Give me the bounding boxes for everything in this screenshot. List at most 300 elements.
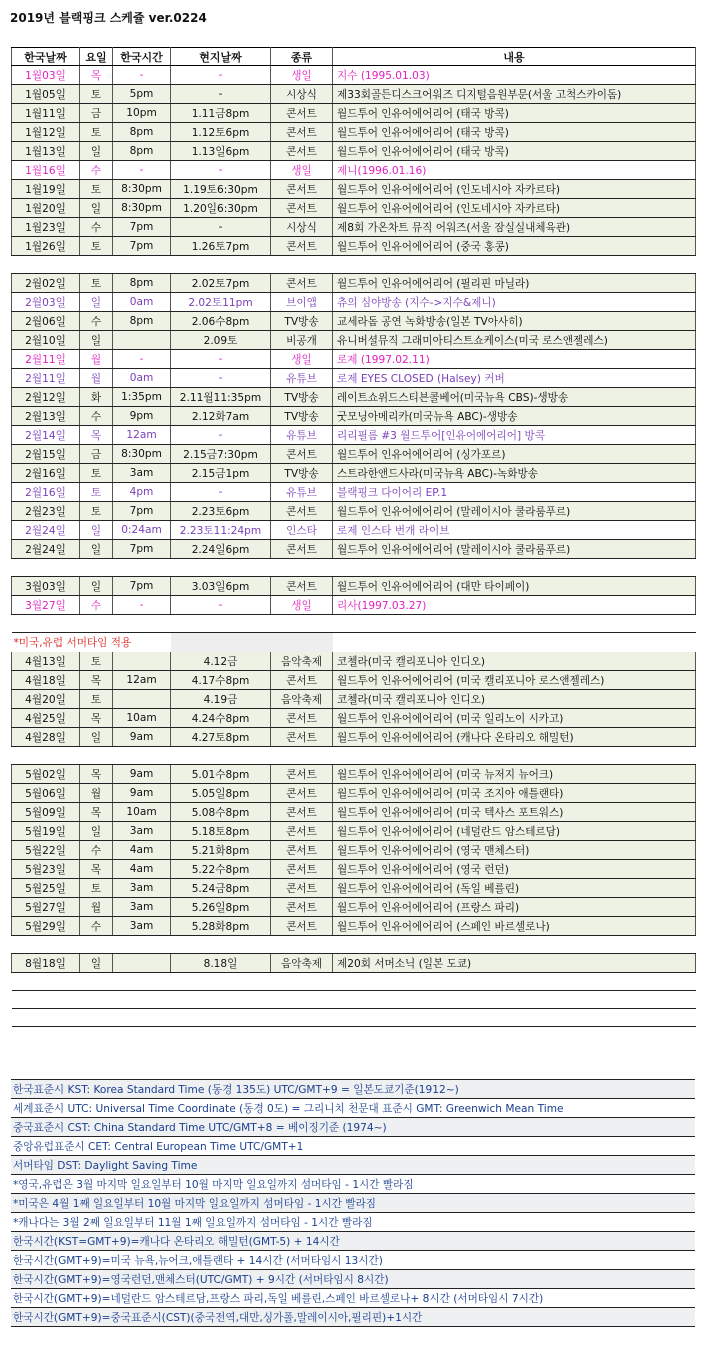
schedule-row: [12, 464, 696, 483]
date-cell: 3월03일: [12, 577, 80, 596]
column-header: 현지날짜: [171, 48, 271, 66]
kst-time-cell: -: [113, 596, 171, 615]
local-date-cell: 2.15금1pm: [171, 464, 271, 483]
spacer-row: [12, 615, 696, 633]
weekday-cell: 토: [80, 85, 113, 104]
content-cell: 월드투어 인유어에어리어 (말레이시아 쿨라룸푸르): [333, 540, 696, 559]
schedule-row: [12, 784, 696, 803]
kst-time-cell: 12am: [113, 426, 171, 445]
content-cell: 월드투어 인유어에어리어 (영국 맨체스터): [333, 841, 696, 860]
local-date-cell: 5.24금8pm: [171, 879, 271, 898]
type-cell: 콘서트: [271, 898, 333, 917]
weekday-cell: 토: [80, 274, 113, 293]
local-date-cell: 1.11금8pm: [171, 104, 271, 123]
type-cell: 유튜브: [271, 483, 333, 502]
date-cell: 5월27일: [12, 898, 80, 917]
schedule-row: [12, 407, 696, 426]
weekday-cell: 수: [80, 218, 113, 237]
local-date-cell: 4.27토8pm: [171, 728, 271, 747]
type-cell: 콘서트: [271, 274, 333, 293]
date-cell: 1월11일: [12, 104, 80, 123]
spacer-cell: [12, 747, 696, 765]
kst-time-cell: 8pm: [113, 123, 171, 142]
schedule-row: [12, 483, 696, 502]
type-cell: TV방송: [271, 312, 333, 331]
schedule-row: [12, 671, 696, 690]
weekday-cell: 목: [80, 709, 113, 728]
date-cell: 2월11일: [12, 369, 80, 388]
kst-time-cell: 3am: [113, 879, 171, 898]
date-cell: 1월20일: [12, 199, 80, 218]
type-cell: 콘서트: [271, 445, 333, 464]
schedule-row: [12, 954, 696, 973]
weekday-cell: 수: [80, 596, 113, 615]
local-date-cell: -: [171, 426, 271, 445]
type-cell: 인스타: [271, 521, 333, 540]
local-date-cell: 2.09토: [171, 331, 271, 350]
note-empty-cell: [333, 633, 696, 653]
weekday-cell: 토: [80, 879, 113, 898]
kst-time-cell: -: [113, 161, 171, 180]
content-cell: 스트라한앤드사라(미국뉴욕 ABC)-녹화방송: [333, 464, 696, 483]
kst-time-cell: 9am: [113, 765, 171, 784]
weekday-cell: 금: [80, 104, 113, 123]
spacer-row: [12, 559, 696, 577]
note-row: [11, 1118, 695, 1137]
content-cell: 코첼라(미국 캘리포니아 인디오): [333, 652, 696, 671]
spacer-cell: [12, 615, 696, 633]
local-date-cell: 1.13일6pm: [171, 142, 271, 161]
empty-cell: [12, 991, 696, 1009]
type-cell: 콘서트: [271, 199, 333, 218]
weekday-cell: 일: [80, 331, 113, 350]
date-cell: 5월25일: [12, 879, 80, 898]
local-date-cell: -: [171, 218, 271, 237]
schedule-row: [12, 502, 696, 521]
local-date-cell: 1.20일6:30pm: [171, 199, 271, 218]
local-date-cell: -: [171, 369, 271, 388]
local-date-cell: -: [171, 483, 271, 502]
note-row: [11, 1232, 695, 1251]
local-date-cell: 5.05일8pm: [171, 784, 271, 803]
schedule-row: [12, 652, 696, 671]
date-cell: 4월13일: [12, 652, 80, 671]
content-cell: 월드투어 인유어에어리어 (미국 텍사스 포트워스): [333, 803, 696, 822]
type-cell: 음악축제: [271, 954, 333, 973]
timezone-notes: [11, 1079, 695, 1327]
kst-time-cell: 7pm: [113, 218, 171, 237]
note-text: 한국시간(KST=GMT+9)=캐나다 온타리오 해밀턴(GMT-5) + 14시간: [11, 1232, 695, 1251]
weekday-cell: 목: [80, 803, 113, 822]
page-title: 2019년 블랙핑크 스케쥴 ver.0224: [10, 11, 207, 25]
schedule-row: [12, 293, 696, 312]
local-date-cell: 5.26일8pm: [171, 898, 271, 917]
schedule-row: [12, 728, 696, 747]
local-date-cell: 3.03일6pm: [171, 577, 271, 596]
spacer-row: [12, 747, 696, 765]
local-date-cell: 2.23토6pm: [171, 502, 271, 521]
local-date-cell: -: [171, 350, 271, 369]
content-cell: 굿모닝아메리카(미국뉴욕 ABC)-생방송: [333, 407, 696, 426]
local-date-cell: 4.19금: [171, 690, 271, 709]
spacer-cell: [12, 559, 696, 577]
date-cell: 4월18일: [12, 671, 80, 690]
kst-time-cell: 10pm: [113, 104, 171, 123]
note-fill-cell: [171, 633, 271, 653]
kst-time-cell: 3am: [113, 464, 171, 483]
content-cell: 츄의 심야방송 (지수->지수&제니): [333, 293, 696, 312]
content-cell: 월드투어 인유어에어리어 (필리핀 마닐라): [333, 274, 696, 293]
kst-time-cell: 8:30pm: [113, 199, 171, 218]
date-cell: 1월23일: [12, 218, 80, 237]
content-cell: 제니(1996.01.16): [333, 161, 696, 180]
weekday-cell: 목: [80, 765, 113, 784]
content-cell: 월드투어 인유어에어리어 (네덜란드 암스테르담): [333, 822, 696, 841]
schedule-row: [12, 577, 696, 596]
type-cell: 음악축제: [271, 652, 333, 671]
note-row: [11, 1080, 695, 1099]
type-cell: 콘서트: [271, 765, 333, 784]
schedule-row: [12, 388, 696, 407]
weekday-cell: 토: [80, 237, 113, 256]
local-date-cell: 5.22수8pm: [171, 860, 271, 879]
content-cell: 월드투어 인유어에어리어 (태국 방콕): [333, 123, 696, 142]
schedule-row: [12, 123, 696, 142]
weekday-cell: 일: [80, 293, 113, 312]
content-cell: 유니버셜뮤직 그래미아티스트쇼케이스(미국 로스앤젤레스): [333, 331, 696, 350]
content-cell: 월드투어 인유어에어리어 (싱가포르): [333, 445, 696, 464]
local-date-cell: -: [171, 85, 271, 104]
kst-time-cell: 8pm: [113, 312, 171, 331]
content-cell: 월드투어 인유어에어리어 (영국 런던): [333, 860, 696, 879]
weekday-cell: 일: [80, 199, 113, 218]
schedule-row: [12, 274, 696, 293]
local-date-cell: 2.02토7pm: [171, 274, 271, 293]
weekday-cell: 일: [80, 954, 113, 973]
kst-time-cell: 10am: [113, 709, 171, 728]
schedule-row: [12, 841, 696, 860]
content-cell: 월드투어 인유어에어리어 (말레이시아 쿨라룸푸르): [333, 502, 696, 521]
kst-time-cell: 5pm: [113, 85, 171, 104]
note-text: *캐나다는 3월 2째 일요일부터 11월 1째 일요일까지 섬머타임 - 1시간 빨라짐: [11, 1213, 695, 1232]
type-cell: 음악축제: [271, 690, 333, 709]
content-cell: 월드투어 인유어에어리어 (미국 캘리포니아 로스앤젤레스): [333, 671, 696, 690]
type-cell: 콘서트: [271, 822, 333, 841]
schedule-row: [12, 596, 696, 615]
local-date-cell: 2.23토11:24pm: [171, 521, 271, 540]
content-cell: 월드투어 인유어에어리어 (태국 방콕): [333, 142, 696, 161]
kst-time-cell: -: [113, 66, 171, 85]
schedule-row: [12, 312, 696, 331]
kst-time-cell: [113, 690, 171, 709]
content-cell: 코첼라(미국 캘리포니아 인디오): [333, 690, 696, 709]
schedule-row: [12, 66, 696, 85]
type-cell: 콘서트: [271, 142, 333, 161]
date-cell: 5월06일: [12, 784, 80, 803]
spacer-cell: [12, 936, 696, 954]
type-cell: 콘서트: [271, 123, 333, 142]
content-cell: 월드투어 인유어에어리어 (캐나다 온타리오 해밀턴): [333, 728, 696, 747]
type-cell: 콘서트: [271, 879, 333, 898]
local-date-cell: -: [171, 596, 271, 615]
content-cell: 월드투어 인유어에어리어 (인도네시아 자카르타): [333, 199, 696, 218]
note-text: 한국시간(GMT+9)=중국표준시(CST)(중국전역,대만,싱가폴,말레이시아,필리핀)+1시간: [11, 1308, 695, 1327]
content-cell: 월드투어 인유어에어리어 (중국 홍콩): [333, 237, 696, 256]
local-date-cell: 2.06수8pm: [171, 312, 271, 331]
weekday-cell: 일: [80, 521, 113, 540]
schedule-row: [12, 350, 696, 369]
date-cell: 1월26일: [12, 237, 80, 256]
note-fill-cell: [271, 633, 333, 653]
content-cell: 리사(1997.03.27): [333, 596, 696, 615]
content-cell: 교세라돔 공연 녹화방송(일본 TV아사히): [333, 312, 696, 331]
type-cell: 콘서트: [271, 860, 333, 879]
weekday-cell: 수: [80, 841, 113, 860]
weekday-cell: 일: [80, 728, 113, 747]
type-cell: 비공개: [271, 331, 333, 350]
note-row: [11, 1156, 695, 1175]
column-header: 한국날짜: [12, 48, 80, 66]
weekday-cell: 금: [80, 445, 113, 464]
weekday-cell: 토: [80, 690, 113, 709]
spacer-row: [12, 936, 696, 954]
note-text: 중앙유럽표준시 CET: Central European Time UTC/GMT+1: [11, 1137, 695, 1156]
kst-time-cell: 3am: [113, 917, 171, 936]
weekday-cell: 토: [80, 464, 113, 483]
kst-time-cell: 9am: [113, 784, 171, 803]
schedule-row: [12, 445, 696, 464]
type-cell: 시상식: [271, 218, 333, 237]
note-row: [11, 1270, 695, 1289]
type-cell: 콘서트: [271, 502, 333, 521]
schedule-row: [12, 521, 696, 540]
date-cell: 5월02일: [12, 765, 80, 784]
content-cell: 지수 (1995.01.03): [333, 66, 696, 85]
local-date-cell: 1.26토7pm: [171, 237, 271, 256]
date-cell: 2월13일: [12, 407, 80, 426]
type-cell: 브이앱: [271, 293, 333, 312]
schedule-row: [12, 237, 696, 256]
kst-time-cell: 0am: [113, 293, 171, 312]
content-cell: 제20회 서머소닉 (일본 도쿄): [333, 954, 696, 973]
date-cell: 5월22일: [12, 841, 80, 860]
local-date-cell: 2.11월11:35pm: [171, 388, 271, 407]
type-cell: TV방송: [271, 388, 333, 407]
empty-row: [12, 991, 696, 1009]
empty-row: [12, 1009, 696, 1027]
kst-time-cell: 10am: [113, 803, 171, 822]
empty-row: [12, 973, 696, 991]
column-header: 내용: [333, 48, 696, 66]
local-date-cell: 2.24일6pm: [171, 540, 271, 559]
local-date-cell: 1.12토6pm: [171, 123, 271, 142]
kst-time-cell: 9am: [113, 728, 171, 747]
schedule-row: [12, 803, 696, 822]
type-cell: 유튜브: [271, 426, 333, 445]
content-cell: 로제 EYES CLOSED (Halsey) 커버: [333, 369, 696, 388]
date-cell: 2월03일: [12, 293, 80, 312]
type-cell: 생일: [271, 161, 333, 180]
content-cell: 월드투어 인유어에어리어 (대만 타이페이): [333, 577, 696, 596]
date-cell: 5월29일: [12, 917, 80, 936]
empty-cell: [12, 973, 696, 991]
type-cell: 콘서트: [271, 917, 333, 936]
content-cell: 월드투어 인유어에어리어 (태국 방콕): [333, 104, 696, 123]
kst-time-cell: 7pm: [113, 502, 171, 521]
date-cell: 2월11일: [12, 350, 80, 369]
note-text: *영국,유럽은 3월 마지막 일요일부터 10월 마지막 일요일까지 섬머타임 - 1시간 빨라짐: [11, 1175, 695, 1194]
local-date-cell: 4.24수8pm: [171, 709, 271, 728]
note-row: [11, 1194, 695, 1213]
schedule-row: [12, 199, 696, 218]
note-text: 중국표준시 CST: China Standard Time UTC/GMT+8 = 베이징기준 (1974~): [11, 1118, 695, 1137]
schedule-row: [12, 142, 696, 161]
content-cell: 월드투어 인유어에어리어 (미국 뉴저지 뉴어크): [333, 765, 696, 784]
note-text: *미국은 4월 1째 일요일부터 10월 마지막 일요일까지 섬머타임 - 1시간 빨라짐: [11, 1194, 695, 1213]
content-cell: 로제 (1997.02.11): [333, 350, 696, 369]
content-cell: 월드투어 인유어에어리어 (프랑스 파리): [333, 898, 696, 917]
note-text: 한국시간(GMT+9)=미국 뉴욕,뉴어크,애틀랜타 + 14시간 (서머타임시 13시간): [11, 1251, 695, 1270]
weekday-cell: 수: [80, 407, 113, 426]
type-cell: 콘서트: [271, 671, 333, 690]
type-cell: 시상식: [271, 85, 333, 104]
kst-time-cell: 0:24am: [113, 521, 171, 540]
schedule-row: [12, 85, 696, 104]
kst-time-cell: 4am: [113, 841, 171, 860]
kst-time-cell: 0am: [113, 369, 171, 388]
type-cell: TV방송: [271, 464, 333, 483]
date-cell: 2월24일: [12, 540, 80, 559]
weekday-cell: 일: [80, 540, 113, 559]
local-date-cell: 2.15금7:30pm: [171, 445, 271, 464]
schedule-row: [12, 690, 696, 709]
local-date-cell: 5.18토8pm: [171, 822, 271, 841]
date-cell: 5월23일: [12, 860, 80, 879]
content-cell: 레이트쇼위드스티븐콜베어(미국뉴욕 CBS)-생방송: [333, 388, 696, 407]
weekday-cell: 토: [80, 652, 113, 671]
note-row: [11, 1137, 695, 1156]
type-cell: 생일: [271, 350, 333, 369]
schedule-row: [12, 709, 696, 728]
weekday-cell: 월: [80, 784, 113, 803]
kst-time-cell: 8pm: [113, 142, 171, 161]
weekday-cell: 수: [80, 161, 113, 180]
date-cell: 2월02일: [12, 274, 80, 293]
type-cell: 생일: [271, 596, 333, 615]
kst-time-cell: [113, 652, 171, 671]
date-cell: 5월19일: [12, 822, 80, 841]
date-cell: 5월09일: [12, 803, 80, 822]
note-row: [11, 1099, 695, 1118]
kst-time-cell: 1:35pm: [113, 388, 171, 407]
dst-note: *미국,유럽 서머타임 적용: [12, 633, 171, 653]
local-date-cell: 5.08수8pm: [171, 803, 271, 822]
type-cell: 콘서트: [271, 540, 333, 559]
kst-time-cell: 12am: [113, 671, 171, 690]
weekday-cell: 토: [80, 180, 113, 199]
date-cell: 4월20일: [12, 690, 80, 709]
weekday-cell: 월: [80, 350, 113, 369]
date-cell: 1월05일: [12, 85, 80, 104]
content-cell: 월드투어 인유어에어리어 (미국 일리노이 시카고): [333, 709, 696, 728]
note-row: [11, 1175, 695, 1194]
weekday-cell: 목: [80, 66, 113, 85]
kst-time-cell: 7pm: [113, 540, 171, 559]
date-cell: 2월06일: [12, 312, 80, 331]
note-text: 한국시간(GMT+9)=영국런던,맨체스터(UTC/GMT) + 9시간 (서머타임시 8시간): [11, 1270, 695, 1289]
schedule-row: [12, 860, 696, 879]
weekday-cell: 수: [80, 312, 113, 331]
type-cell: 콘서트: [271, 104, 333, 123]
schedule-row: [12, 218, 696, 237]
content-cell: 로제 인스타 번개 라이브: [333, 521, 696, 540]
schedule-row: [12, 426, 696, 445]
kst-time-cell: 3am: [113, 822, 171, 841]
weekday-cell: 일: [80, 142, 113, 161]
table-header-row: [12, 48, 696, 66]
content-cell: 제33회골든디스크어워즈 디지털음원부문(서울 고척스카이돔): [333, 85, 696, 104]
date-cell: 2월16일: [12, 483, 80, 502]
type-cell: 콘서트: [271, 577, 333, 596]
local-date-cell: -: [171, 66, 271, 85]
type-cell: 콘서트: [271, 803, 333, 822]
date-cell: 1월13일: [12, 142, 80, 161]
date-cell: 4월28일: [12, 728, 80, 747]
schedule-row: [12, 331, 696, 350]
schedule-row: [12, 369, 696, 388]
spacer-cell: [12, 256, 696, 274]
column-header: 종류: [271, 48, 333, 66]
dst-note-row: [12, 633, 696, 653]
local-date-cell: 5.28화8pm: [171, 917, 271, 936]
weekday-cell: 토: [80, 123, 113, 142]
weekday-cell: 목: [80, 426, 113, 445]
type-cell: 생일: [271, 66, 333, 85]
column-header: 요일: [80, 48, 113, 66]
weekday-cell: 월: [80, 369, 113, 388]
kst-time-cell: 8:30pm: [113, 180, 171, 199]
note-text: 세계표준시 UTC: Universal Time Coordinate (동경 0도) = 그리니치 천문대 표준시 GMT: Greenwich Mean Time: [11, 1099, 695, 1118]
schedule-row: [12, 180, 696, 199]
weekday-cell: 화: [80, 388, 113, 407]
local-date-cell: 2.02토11pm: [171, 293, 271, 312]
note-row: [11, 1213, 695, 1232]
kst-time-cell: 7pm: [113, 577, 171, 596]
type-cell: 유튜브: [271, 369, 333, 388]
content-cell: 월드투어 인유어에어리어 (스페인 바르셀로나): [333, 917, 696, 936]
local-date-cell: 4.17수8pm: [171, 671, 271, 690]
date-cell: 2월16일: [12, 464, 80, 483]
date-cell: 1월19일: [12, 180, 80, 199]
type-cell: 콘서트: [271, 728, 333, 747]
note-text: 한국표준시 KST: Korea Standard Time (동경 135도) UTC/GMT+9 = 일본도쿄기준(1912~): [11, 1080, 695, 1099]
empty-cell: [12, 1009, 696, 1027]
note-text: 한국시간(GMT+9)=네덜란드 암스테르담,프랑스 파리,독일 베를린,스페인 바르셀로나+ 8시간 (서머타임시 7시간): [11, 1289, 695, 1308]
type-cell: 콘서트: [271, 180, 333, 199]
kst-time-cell: 9pm: [113, 407, 171, 426]
date-cell: 2월12일: [12, 388, 80, 407]
local-date-cell: -: [171, 161, 271, 180]
schedule-row: [12, 917, 696, 936]
weekday-cell: 월: [80, 898, 113, 917]
date-cell: 1월12일: [12, 123, 80, 142]
weekday-cell: 목: [80, 671, 113, 690]
local-date-cell: 5.21화8pm: [171, 841, 271, 860]
schedule-row: [12, 540, 696, 559]
note-row: [11, 1289, 695, 1308]
schedule-row: [12, 822, 696, 841]
type-cell: 콘서트: [271, 784, 333, 803]
